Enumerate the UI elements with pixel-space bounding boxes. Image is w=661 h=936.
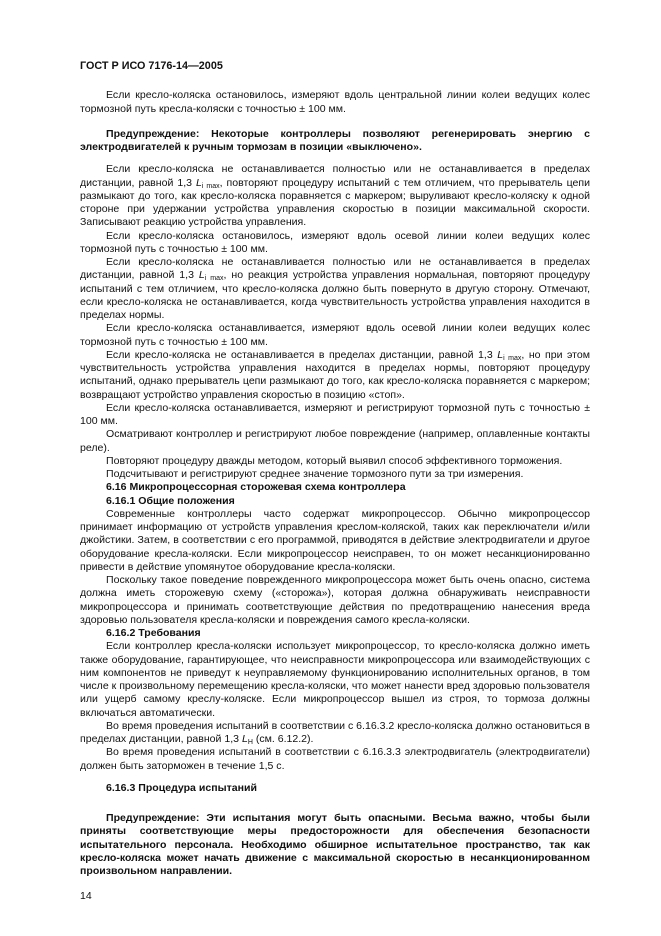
section-heading: 6.16.2 Требования <box>106 627 201 639</box>
document-page <box>80 0 590 923</box>
variable: L <box>195 176 202 189</box>
warning-paragraph: Предупреждение: Некоторые контроллеры позволяют регенерировать энергию с электродвигателей к ручным тормозам в позиции «выключено». <box>80 127 590 153</box>
paragraph: Если контроллер кресла-коляски использует микропроцессор, то кресло-коляска должно иметь также оборудование, гарантирующее, что неисправности микропроцессора или взаимодействующих с ним компонентов не приведут к неуправляемому функционированию исполнительных органов, в том числе к произвольному перемещению кресла-коляски, что может нанести вред здоровью пользователя или ущерб самому креслу-коляске. Если микропроцессор вышел из строя, то тормоза должны включаться автоматически. <box>80 640 590 719</box>
section-heading: 6.16.1 Общие положения <box>106 494 235 507</box>
document-body <box>80 89 590 878</box>
section-heading: 6.16.3 Процедура испытаний <box>106 781 257 794</box>
text-run: Если кресло-коляска не останавливается в пределах дистанции, равной 1,3 <box>106 348 498 361</box>
paragraph: Подсчитывают и регистрируют среднее значение тормозного пути за три измерения. <box>106 468 524 480</box>
subscript: i max <box>204 275 224 283</box>
text-run: Если кресло-коляска не останавливается полностью или не останавливается в пределах дистанции, равной 1,3 <box>80 256 590 282</box>
paragraph: Во время проведения испытаний в соответствии с 6.16.3.3 электродвигатель (электродвигатели) должен быть заторможен в течение 1,5 с. <box>80 746 590 772</box>
subscript: H <box>247 739 253 746</box>
paragraph: Если кресло-коляска остановилось, измеряют вдоль центральной линии колеи ведущих колес тормозной путь кресла-коляски с точностью ± 100 мм. <box>80 89 590 115</box>
paragraph: Поскольку такое поведение поврежденного микропроцессора может быть очень опасно, система должна иметь сторожевую схему («сторожа»), которая должна обнаруживать неисправности микропроцессора и принимать соответствующие действия по предотвращению нанесения вреда здоровью пользователя кресла-коляски и повреждения самого кресла-коляски. <box>80 574 590 626</box>
paragraph: Если кресло-коляска останавливается, измеряют и регистрируют тормозной путь с точностью ± 100 мм. <box>80 401 590 427</box>
paragraph <box>80 163 590 229</box>
text-run: Если кресло-коляска не останавливается полностью или не останавливается в пределах дистанции, равной 1,3 <box>80 163 590 189</box>
text-run: , повторяют процедуру испытаний с тем отличием, что прерыватель цепи размыкают до того, как кресло-коляска поравняется с маркером; выруливают кресло-коляску к одной стороне при удержании устройства управления скоростью в позиции максимальной скорости. Записывают реакцию устройства управления. <box>80 176 590 229</box>
text-run: , но при этом чувствительность устройства управления находится в пределах нормы, повторяют процедуру испытаний, однако прерыватель цепи размыкают до того, как кресло-коляска поравняется с маркером; возвращают устройство управления скоростью в позицию «стоп». <box>80 348 590 401</box>
text-run: Во время проведения испытаний в соответствии с 6.16.3.2 кресло-коляска должно остановиться в пределах дистанции, равной 1,3 <box>80 719 590 745</box>
variable: L <box>198 269 205 282</box>
paragraph: Повторяют процедуру дважды методом, который выявил способ эффективного торможения. <box>106 454 563 467</box>
warning-paragraph: Предупреждение: Эти испытания могут быть опасными. Весьма важно, чтобы были приняты соответствующие меры предосторожности для обеспечения безопасности испытательного персонала. Необходимо обширное испытательное пространство, так как кресло-коляска может начать движение с максимальной скоростью в несанкционированном произвольном направлении. <box>80 812 590 877</box>
paragraph: Если кресло-коляска остановилось, измеряют вдоль осевой линии колеи ведущих колес тормозной путь с точностью ± 100 мм. <box>80 229 590 255</box>
variable: L <box>241 733 248 745</box>
subscript: i max <box>503 354 522 362</box>
text-run: (см. 6.12.2). <box>252 733 314 745</box>
variable: L <box>497 348 504 361</box>
paragraph: Осматривают контроллер и регистрируют любое повреждение (например, оплавленные контакты реле). <box>80 428 590 454</box>
document-header: ГОСТ Р ИСО 7176-14—2005 <box>80 60 223 72</box>
section-heading: 6.16 Микропроцессорная сторожевая схема контроллера <box>106 481 406 494</box>
paragraph: Современные контроллеры часто содержат микропроцессор. Обычно микропроцессор принимает информацию от устройств управления креслом-коляской, таких как переключатели и/или джойстики. Затем, в соответствии с его программой, приводятся в действие электродвигатели и другое оборудование кресла-коляски. Если микропроцессор неисправен, то он может несанкционированно привести в действие упомянутое оборудование кресла-коляски. <box>80 507 590 573</box>
paragraph: Если кресло-коляска останавливается, измеряют вдоль осевой линии колеи ведущих колес тормозной путь с точностью ± 100 мм. <box>80 322 590 348</box>
paragraph <box>80 349 590 402</box>
text-run: , но реакция устройства управления нормальная, повторяют процедуру испытаний с тем отличием, что кресло-коляска должно быть повернуто в другую сторону. Отмечают, если кресло-коляска не останавливается, когда чувствительность устройства управления находится в пределах нормы. <box>80 269 590 321</box>
subscript: i max <box>201 182 220 190</box>
paragraph <box>80 720 590 747</box>
page-number: 14 <box>80 890 92 903</box>
paragraph <box>80 256 590 322</box>
